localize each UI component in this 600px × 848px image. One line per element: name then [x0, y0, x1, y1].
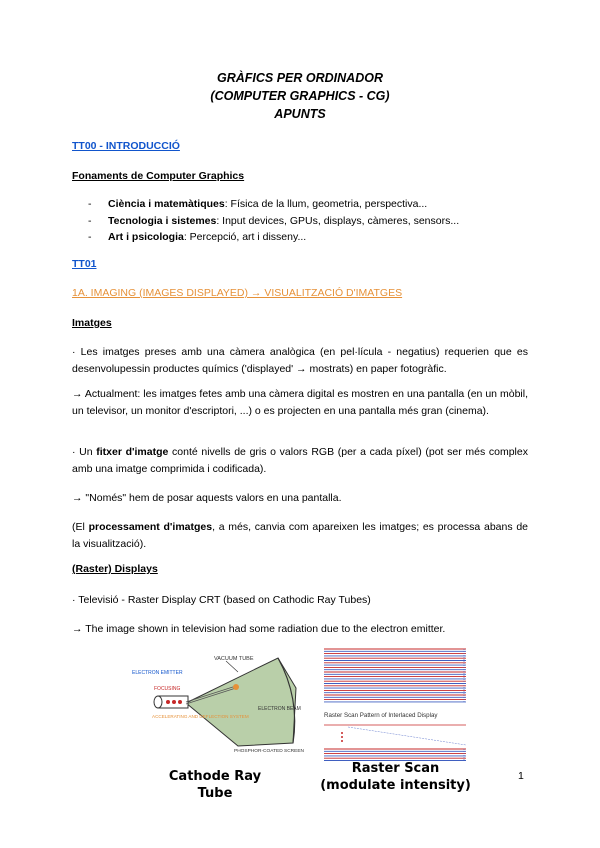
- displays-paragraph-1: · Televisió - Raster Display CRT (based on Cathodic Ray Tubes): [72, 594, 371, 606]
- displays-paragraph-2: → The image shown in television had some radiation due to the electron emitter.: [72, 623, 446, 635]
- imatges-paragraph-1: · Les imatges preses amb una càmera analògica (en pel·lícula - negatius) requerien que es desenvolupessin productes químics ('displayed' → mostrats) en paper fotogràfic.: [72, 346, 528, 375]
- doc-title-line-2: (COMPUTER GRAPHICS - CG): [210, 89, 390, 103]
- tt00-link[interactable]: TT00 - INTRODUCCIÓ: [72, 140, 180, 152]
- crt-caption: Cathode Ray Tube: [168, 769, 262, 801]
- imatges-paragraph-5: (El processament d'imatges, a més, canvia com apareixen les imatges; es processa abans de la visualització).: [72, 521, 528, 550]
- displays-heading: (Raster) Displays: [72, 563, 158, 575]
- doc-title-line-3: APUNTS: [274, 107, 326, 121]
- imatges-paragraph-4: → "Només" hem de posar aquests valors en una pantalla.: [72, 492, 342, 504]
- imatges-paragraph-2: → Actualment: les imatges fetes amb una càmera digital es mostren en una pantalla (en un mòbil, un televisor, un monitor d'escriptori, ...) o es projecten en una pantalla més gran (cinema).: [72, 388, 528, 417]
- page-number: 1: [518, 770, 524, 782]
- list-item: - Art i psicologia: Percepció, art i disseny...: [72, 229, 459, 246]
- raster-label: Raster Scan Pattern of Interlaced Display: [324, 712, 438, 719]
- crt-tube-body: [186, 658, 296, 746]
- crt-diagram: [128, 648, 324, 758]
- label-accelerating: ACCELERATING AND DEFLECTION SYSTEM: [152, 714, 249, 719]
- raster-lines-bottom: [324, 749, 466, 761]
- doc-title-line-1: GRÀFICS PER ORDINADOR: [217, 71, 383, 85]
- label-vacuum-tube: VACUUM TUBE: [214, 656, 254, 662]
- raster-lines-top: [324, 649, 466, 702]
- imatges-paragraph-3: · Un fitxer d'imatge conté nivells de gris o valors RGB (per a cada píxel) (pot ser més complex amb una imatge comprimida i codificada).: [72, 446, 528, 475]
- imatges-heading: Imatges: [72, 317, 112, 329]
- beam-spot-icon: [233, 684, 239, 690]
- label-focusing: FOCUSING: [154, 686, 181, 692]
- tt01-link[interactable]: TT01: [72, 258, 97, 270]
- raster-caption-line-2: (modulate intensity): [320, 778, 471, 793]
- electron-gun-icon: [154, 696, 162, 708]
- list-item: - Ciència i matemàtiques: Física de la llum, geometria, perspectiva...: [72, 196, 459, 213]
- section-1a-link[interactable]: 1A. IMAGING (IMAGES DISPLAYED) → VISUALITZACIÓ D'IMATGES: [72, 287, 403, 299]
- list-item: - Tecnologia i sistemes: Input devices, GPUs, displays, càmeres, sensors...: [72, 213, 459, 230]
- label-phosphor-screen: PHOSPHOR-COATED SCREEN: [234, 749, 305, 754]
- raster-caption-line-1: Raster Scan: [351, 761, 440, 776]
- fonaments-heading: Fonaments de Computer Graphics: [72, 170, 245, 182]
- raster-scan-diagram: [320, 645, 470, 763]
- label-electron-emitter: ELECTRON EMITTER: [132, 670, 183, 676]
- label-electron-beam: ELECTRON BEAM: [258, 706, 301, 712]
- fonaments-list: [72, 196, 459, 246]
